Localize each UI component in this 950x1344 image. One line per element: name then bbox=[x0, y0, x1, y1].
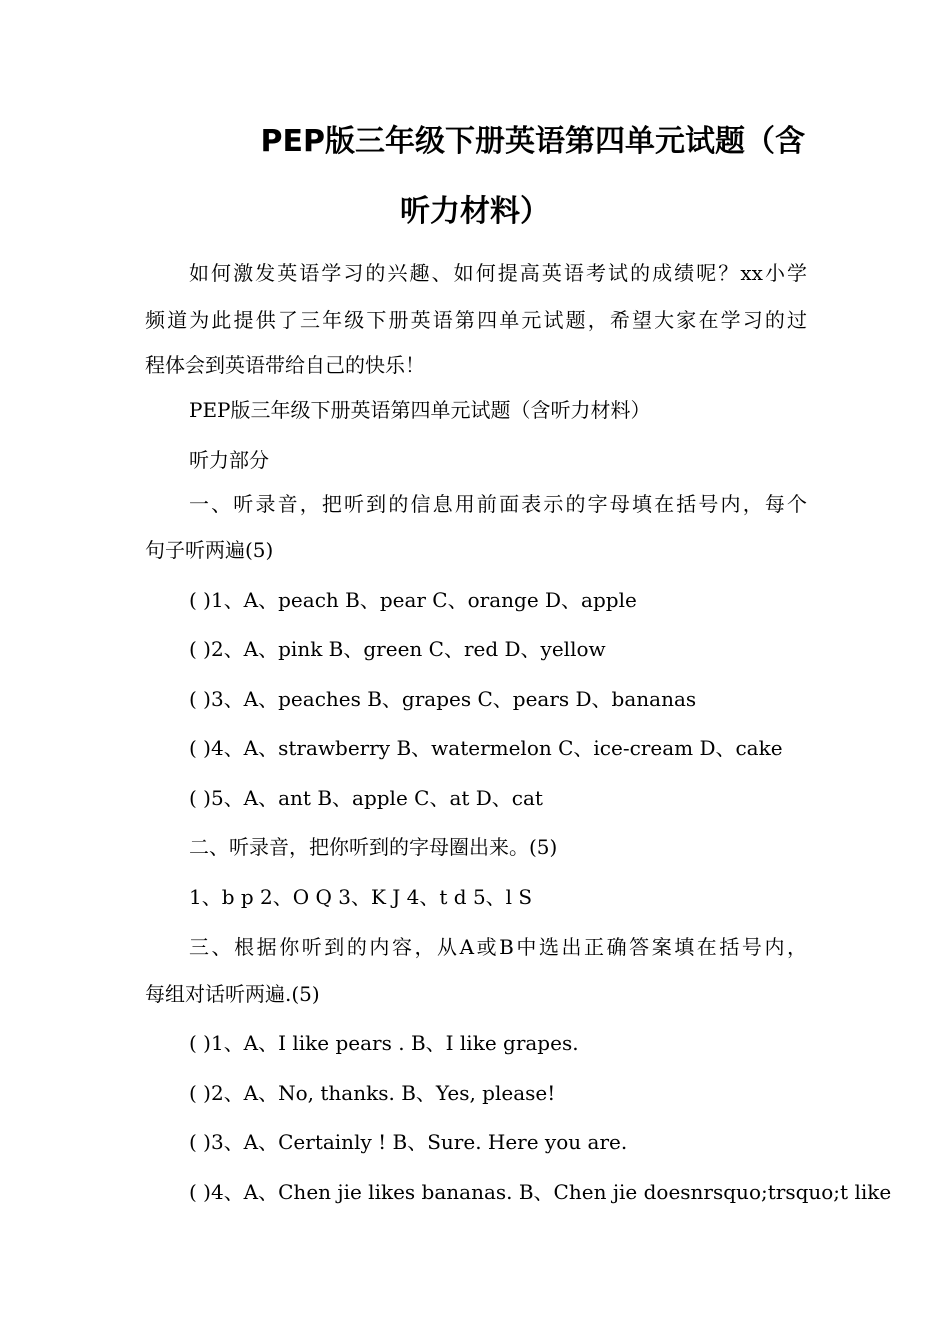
document-title-line-1: PEP版三年级下册英语第四单元试题（含 bbox=[260, 124, 805, 159]
section1-instruction-line-1: 一、听录音，把听到的信息用前面表示的字母填在括号内，每个 bbox=[189, 492, 807, 516]
section2-instruction: 二、听录音，把你听到的字母圈出来。(5) bbox=[189, 835, 558, 859]
section3-item-4: ( )4、A、Chen jie likes bananas. B、Chen jie doesnrsquo;trsquo;t like bbox=[189, 1180, 892, 1204]
section3-item-3: ( )3、A、Certainly ! B、Sure. Here you are. bbox=[189, 1130, 628, 1154]
section1-instruction-line-2: 句子听两遍(5) bbox=[145, 538, 274, 562]
section3-instruction-line-1: 三、根据你听到的内容，从A或B中选出正确答案填在括号内， bbox=[189, 935, 807, 959]
section3-instruction-line-2: 每组对话听两遍.(5) bbox=[145, 982, 320, 1006]
section2-items: 1、b p 2、O Q 3、K J 4、t d 5、l S bbox=[189, 885, 533, 909]
section1-item-3: ( )3、A、peaches B、grapes C、pears D、bananas bbox=[189, 687, 697, 711]
intro-line-1: 如何激发英语学习的兴趣、如何提高英语考试的成绩呢？xx小学 bbox=[189, 261, 807, 285]
section3-item-1: ( )1、A、I like pears . B、I like grapes. bbox=[189, 1031, 579, 1055]
subtitle: PEP版三年级下册英语第四单元试题（含听力材料） bbox=[189, 398, 651, 422]
section1-item-1: ( )1、A、peach B、pear C、orange D、apple bbox=[189, 588, 637, 612]
listening-heading: 听力部分 bbox=[189, 448, 269, 472]
section1-item-4: ( )4、A、strawberry B、watermelon C、ice-cream D、cake bbox=[189, 736, 783, 760]
document-title-line-2: 听力材料） bbox=[400, 194, 550, 229]
section1-item-5: ( )5、A、ant B、apple C、at D、cat bbox=[189, 786, 543, 810]
intro-line-2: 频道为此提供了三年级下册英语第四单元试题，希望大家在学习的过 bbox=[145, 308, 807, 332]
intro-line-3: 程体会到英语带给自己的快乐！ bbox=[145, 353, 425, 377]
section1-item-2: ( )2、A、pink B、green C、red D、yellow bbox=[189, 637, 606, 661]
section3-item-2: ( )2、A、No, thanks. B、Yes, please! bbox=[189, 1081, 556, 1105]
